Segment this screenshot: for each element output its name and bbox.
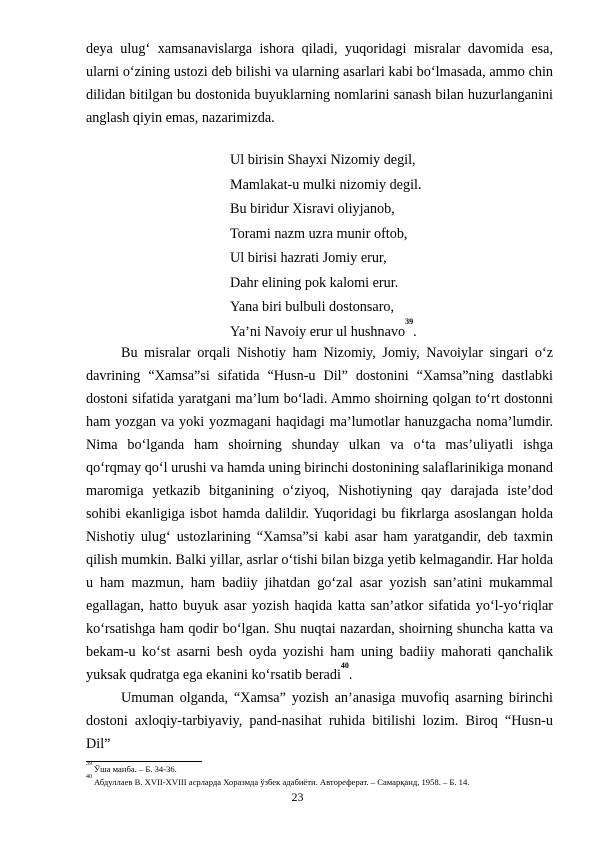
paragraph-1-text: Bu misralar orqali Nishotiy ham Nizomiy, Jomiy, Navoiylar singari o‘z davrining “Xamsa”si sifatida “Husn-u Dil” dostonini “Xamsa”ning dastlabki dostoni sifatida yaratgani ma’lum bo‘ladi. Ammo shoirning qolgan to‘rt dostonni ham yozgan va yoki yozmagani haqidagi ma’lumotlar hanuzgacha noma’lumdir. Nima bo‘lganda ham shoirning shunday ulkan va o‘ta mas’uliyatli ishga qo‘rqmay qo‘l urushi va hamda uning birinchi dostonining salaflarinikiga monand maromiga yetkazib bitganining o‘ziyoq, Nishotiyning qay darajada iste’dod sohibi ekanligiga isbot hamda dalildir. Yuqoridagi bu fikrlarga asoslangan holda Nishotiy ulug‘ ustozlarining “Xamsa”si kabi asar ham yaratgandir, deb taxmin qilish mumkin. Balki yillar, asrlar o‘tishi bilan bizga yetib kelmagandir. Har holda u ham mazmun, ham badiiy jihatdan go‘zal asar yozish san’atini mukammal egallagan, hatto buyuk asar yozish haqida katta san’atkor sifatida yo‘l-yo‘riqlar ko‘rsatishga ham qodir bo‘lgan. Shu nuqtai nazardan, shoirning shuncha katta va bekam-u ko‘st asarni besh oyda yozishi ham uning badiiy mahorati qanchalik yuksak qudratga ega ekanini ko‘rsatib beradi bbox=[86, 345, 553, 683]
poem-last-line bbox=[230, 316, 422, 345]
paragraph-2: Umuman olganda, “Xamsa” yozish an’anasiga muvofiq asarning birinchi dostoni axloqiy-tarbiyaviy, pand-nasihat ruhida bitilishi lozim. Biroq “Husn-u Dil” bbox=[86, 690, 553, 752]
page-number: 23 bbox=[291, 790, 304, 804]
footnote-number: 39 bbox=[86, 761, 92, 767]
footnote-text: Ўша манба. – Б. 34-36. bbox=[94, 764, 177, 774]
footnote-separator bbox=[86, 761, 202, 762]
poem-line: Ul birisin Shayxi Nizomiy degil, bbox=[230, 152, 416, 168]
paragraph-1-end-punct: . bbox=[348, 667, 353, 683]
footnote-number: 40 bbox=[86, 774, 92, 780]
poem-line: Bu biridur Xisravi oliyjanob, bbox=[230, 201, 395, 217]
poem-line: Mamlakat-u mulki nizomiy degil. bbox=[230, 176, 422, 193]
footnote-40 bbox=[86, 776, 556, 789]
main-text-block bbox=[86, 342, 553, 756]
footnotes bbox=[86, 763, 556, 789]
poem-line: Torami nazm uzra munir oftob, bbox=[230, 225, 408, 242]
intro-paragraph: deya ulug‘ xamsanavislarga ishora qiladi, yuqoridagi misralar davomida esa, ularni o‘zining ustozi deb bilishi va ularning asarlari kabi bo‘lmasada, ammo chin dilidan bitilgan bu dostonida buyuklarning nomlarini sanash bilan huzurlanganini anglash qiyin emas, nazarimizda. bbox=[86, 41, 553, 126]
footnote-ref-39[interactable]: 39 bbox=[405, 316, 414, 326]
intro-paragraph-block bbox=[86, 38, 553, 130]
poem-line: Dahr elining pok kalomi erur. bbox=[230, 274, 399, 291]
poem-line: Ul birisi hazrati Jomiy erur, bbox=[230, 250, 387, 266]
poem-block bbox=[230, 148, 422, 344]
poem-line-text: Ya’ni Navoiy erur ul hushnavo bbox=[230, 323, 406, 340]
poem-end-punct: . bbox=[413, 323, 417, 340]
footnote-ref-40[interactable]: 40 bbox=[340, 661, 349, 670]
footnote-39 bbox=[86, 763, 556, 776]
footnote-text: Абдуллаев В. XVII-XVIII асрларда Хоразмда ўзбек адабиёти. Автореферат. – Самарқанд, 1958. – Б. 14. bbox=[94, 777, 470, 787]
poem-line: Yana biri bulbuli dostonsaro, bbox=[230, 299, 395, 315]
paragraph-1 bbox=[86, 342, 553, 687]
